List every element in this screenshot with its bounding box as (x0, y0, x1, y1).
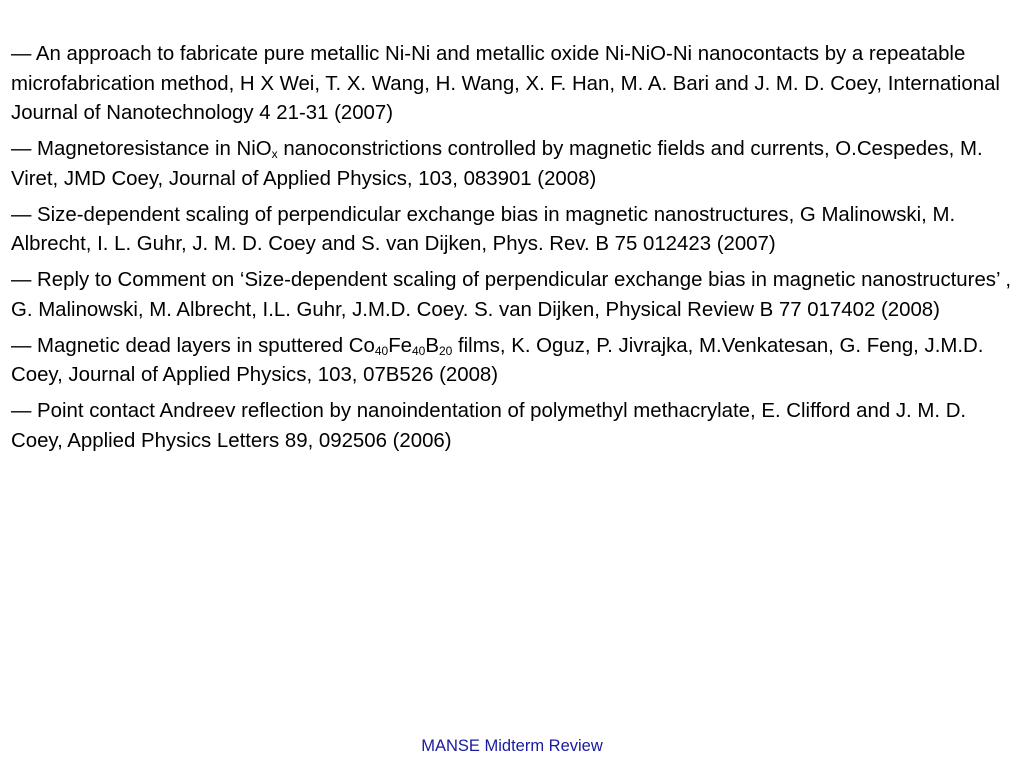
slide-footer: MANSE Midterm Review (421, 737, 603, 755)
subscript: 40 (411, 343, 426, 358)
reference-text: films, K. Oguz, P. Jivrajka, M.Venkatesan, G. Feng, J.M.D. Coey, Journal of Applied Physics, 103, 07B526 (2008) (11, 334, 984, 386)
reference-item (11, 201, 1016, 260)
reference-item (11, 332, 1016, 391)
subscript: 40 (374, 343, 389, 358)
reference-item (11, 397, 1016, 456)
reference-text: — Point contact Andreev reflection by nanoindentation of polymethyl methacrylate, E. Clifford and J. M. D. Coey, Applied Physics Letters 89, 092506 (2006) (11, 400, 967, 452)
reference-text: — An approach to fabricate pure metallic Ni-Ni and metallic oxide Ni-NiO-Ni nanocontacts by a repeatable microfabrication method, H X Wei, T. X. Wang, H. Wang, X. F. Han, M. A. Bari and J. M. D. Coey, International Journal of Nanotechnology 4 21-31 (2007) (11, 43, 1000, 124)
reference-item (11, 135, 1016, 194)
reference-text: — Magnetic dead layers in sputtered Co (11, 334, 375, 357)
subscript: x (271, 147, 278, 161)
reference-text: — Reply to Comment on ‘Size-dependent scaling of perpendicular exchange bias in magnetic nanostructures’ , G. Malinowski, M. Albrecht, I.L. Guhr, J.M.D. Coey. S. van Dijken, Physical Review B 77 017402 (2008) (11, 269, 1012, 321)
reference-item (11, 266, 1016, 325)
reference-text: nanoconstrictions controlled by magnetic fields and currents, O.Cespedes, M. Viret, JMD Coey, Journal of Applied Physics, 103, 083901 (2008) (11, 138, 983, 190)
subscript: 20 (438, 343, 453, 358)
reference-list (11, 40, 1016, 463)
reference-text: B (425, 334, 439, 357)
reference-text: — Magnetoresistance in NiO (11, 138, 272, 160)
reference-text: — Size-dependent scaling of perpendicular exchange bias in magnetic nanostructures, G Malinowski, M. Albrecht, I. L. Guhr, J. M. D. Coey and S. van Dijken, Phys. Rev. B 75 012423 (2007) (11, 203, 956, 255)
reference-item (11, 40, 1016, 129)
reference-text: Fe (388, 334, 412, 357)
